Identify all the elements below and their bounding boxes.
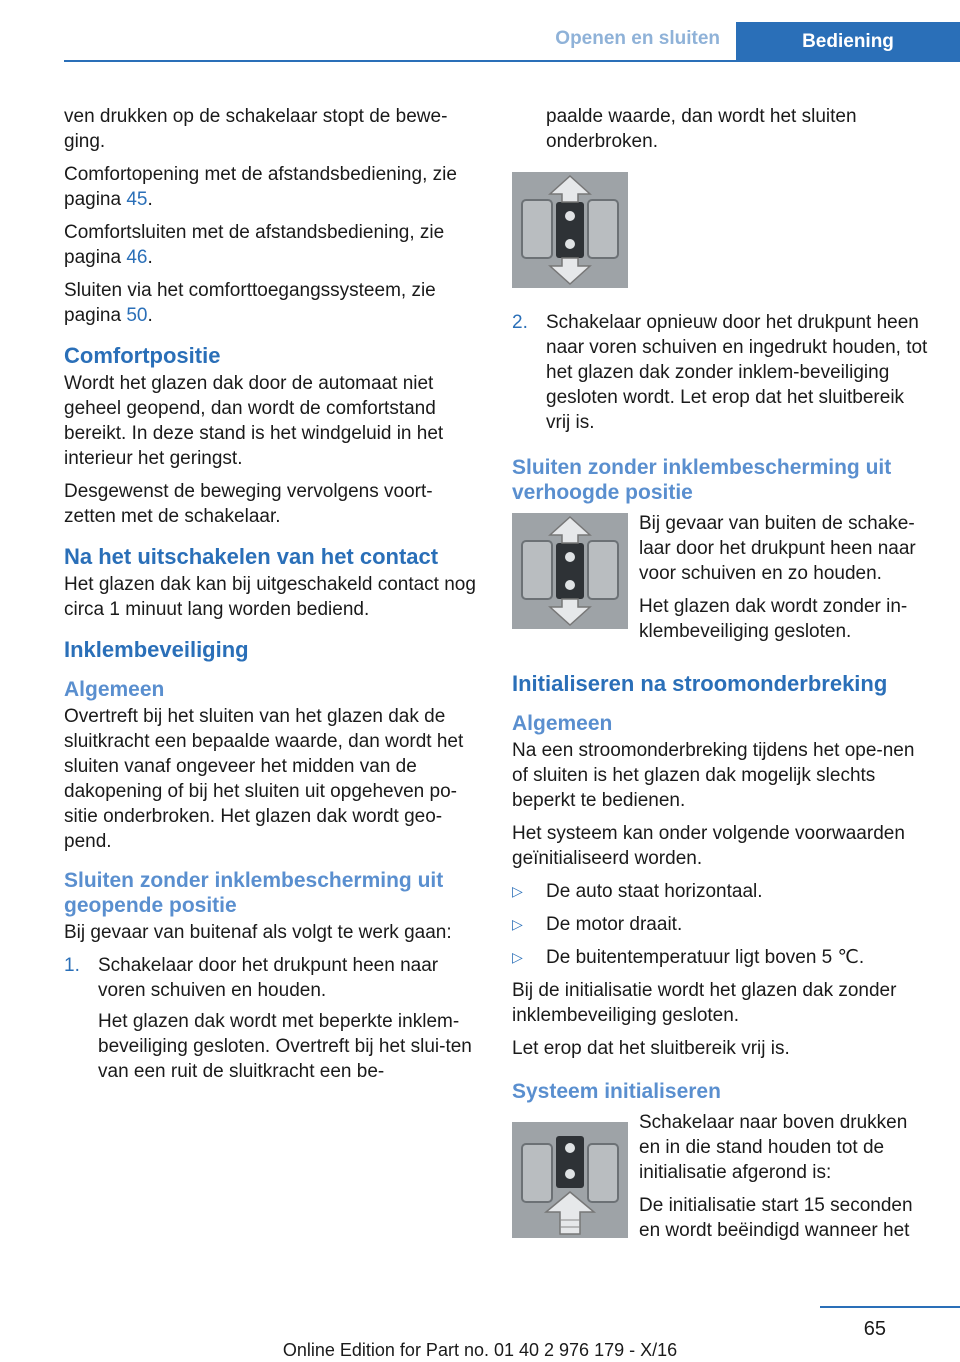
- page-link-45[interactable]: 45: [126, 189, 148, 210]
- paragraph: ven drukken op de schakelaar stopt de bewe‐ging.: [64, 106, 448, 152]
- paragraph-comfort-access: Sluiten via het comforttoegangssysteem, zie pagina 50.: [64, 280, 436, 326]
- paragraph: Let erop dat het sluitbereik vrij is.: [512, 1038, 790, 1059]
- switch-image-forward: [512, 172, 628, 288]
- step-number: 1.: [64, 955, 80, 976]
- paragraph: Bij gevaar van buitenaf als volgt te werk gaan:: [64, 922, 452, 943]
- step-text: Schakelaar opnieuw door het drukpunt heen naar voren schuiven en ingedrukt houden, tot het glazen dak zonder inklem‐beveiliging gesloten wordt. Let erop dat het sluitbereik vrij is.: [546, 312, 928, 433]
- paragraph: Bij de initialisatie wordt het glazen dak zonder inklembeveiliging gesloten.: [512, 980, 897, 1026]
- figure-with-text: [512, 511, 932, 652]
- bullet-triangle-icon: ▷: [512, 916, 523, 932]
- right-column: [512, 104, 932, 1251]
- footer-rule: [820, 1306, 960, 1308]
- running-header-section: Openen en sluiten: [555, 28, 720, 49]
- bullet-item: [512, 945, 932, 970]
- page-link-46[interactable]: 46: [126, 247, 148, 268]
- heading-contact: Na het uitschakelen van het contact: [64, 544, 439, 569]
- subheading-geopende-positie: Sluiten zonder inklembescherming uit geopende positie: [64, 869, 444, 917]
- subheading-systeem-initialiseren: Systeem initialiseren: [512, 1080, 721, 1103]
- bullet-triangle-icon: ▷: [512, 949, 523, 965]
- switch-image-up: [512, 1122, 628, 1238]
- numbered-step-2: [512, 310, 932, 441]
- subheading-algemeen: Algemeen: [512, 712, 613, 735]
- paragraph: Wordt het glazen dak door de automaat niet geheel geopend, dan wordt de comfortstand bereikt. In deze stand is het windgeluid in het interieur het geringst.: [64, 373, 444, 469]
- bullet-text: De motor draait.: [546, 914, 683, 935]
- paragraph-remote-open: Comfortopening met de afstandsbediening, zie pagina 45.: [64, 164, 457, 210]
- bullet-text: De buitentemperatuur ligt boven 5 ℃.: [546, 947, 865, 968]
- step-number: 2.: [512, 312, 528, 333]
- paragraph: Het systeem kan onder volgende voorwaarden geïnitialiseerd worden.: [512, 823, 905, 869]
- heading-initialiseren: Initialiseren na stroomonderbreking: [512, 671, 888, 696]
- heading-inklembeveiliging: Inklembeveiliging: [64, 637, 249, 662]
- page-link-50[interactable]: 50: [126, 305, 148, 326]
- figure-with-text: [512, 1110, 932, 1251]
- bullet-triangle-icon: ▷: [512, 883, 523, 899]
- paragraph: Desgewenst de beweging vervolgens voort‐zetten met de schakelaar.: [64, 481, 433, 527]
- paragraph: Na een stroomonderbreking tijdens het ope‐nen of sluiten is het glazen dak mogelijk slechts beperkt te bedienen.: [512, 740, 915, 811]
- step-text: Het glazen dak wordt met beperkte inklem‐beveiliging gesloten. Overtreft bij het slui‐ten van een ruit de sluitkracht een be‐: [98, 1011, 472, 1082]
- step-continuation: paalde waarde, dan wordt het sluiten onderbroken.: [546, 106, 857, 152]
- paragraph: Bij gevaar van buiten de schake‐laar door het drukpunt heen naar voor schuiven en zo houden.: [639, 513, 916, 584]
- paragraph: Overtreft bij het sluiten van het glazen dak de sluitkracht een bepaalde waarde, dan wordt het sluiten vanaf ongeveer het midden van de dakopening of bij het sluiten uit opgeheven po‐sitie onderbroken. Het glazen dak wordt geo‐pend.: [64, 706, 464, 852]
- paragraph: De initialisatie start 15 seconden en wordt beëindigd wanneer het: [639, 1195, 913, 1241]
- subheading-verhoogde-positie: Sluiten zonder inklembescherming uit verhoogde positie: [512, 456, 892, 504]
- running-header-tab: Bediening: [736, 22, 960, 62]
- paragraph: Het glazen dak wordt zonder in‐klembeveiliging gesloten.: [639, 596, 908, 642]
- bullet-item: [512, 879, 932, 904]
- paragraph-remote-close: Comfortsluiten met de afstandsbediening, zie pagina 46.: [64, 222, 445, 268]
- header-rule: [64, 60, 960, 62]
- paragraph: Het glazen dak kan bij uitgeschakeld contact nog circa 1 minuut lang worden bediend.: [64, 574, 476, 620]
- switch-image-tilt: [512, 513, 628, 629]
- switch-forward-illustration: [512, 172, 628, 288]
- left-column: [64, 104, 484, 1096]
- switch-tilt-illustration: [512, 513, 628, 629]
- footer-edition: Online Edition for Part no. 01 40 2 976 179 - X/16: [282, 1340, 678, 1360]
- heading-comfortpositie: Comfortpositie: [64, 343, 221, 368]
- bullet-text: De auto staat horizontaal.: [546, 881, 763, 902]
- paragraph: Schakelaar naar boven drukken en in die stand houden tot de initialisatie afgerond is:: [639, 1112, 908, 1183]
- page-number: 65: [863, 1318, 886, 1340]
- switch-up-illustration: [512, 1122, 628, 1238]
- numbered-step-1: [64, 953, 484, 1090]
- subheading-algemeen: Algemeen: [64, 678, 165, 701]
- step-text: Schakelaar door het drukpunt heen naar voren schuiven en houden.: [98, 955, 439, 1001]
- bullet-item: [512, 912, 932, 937]
